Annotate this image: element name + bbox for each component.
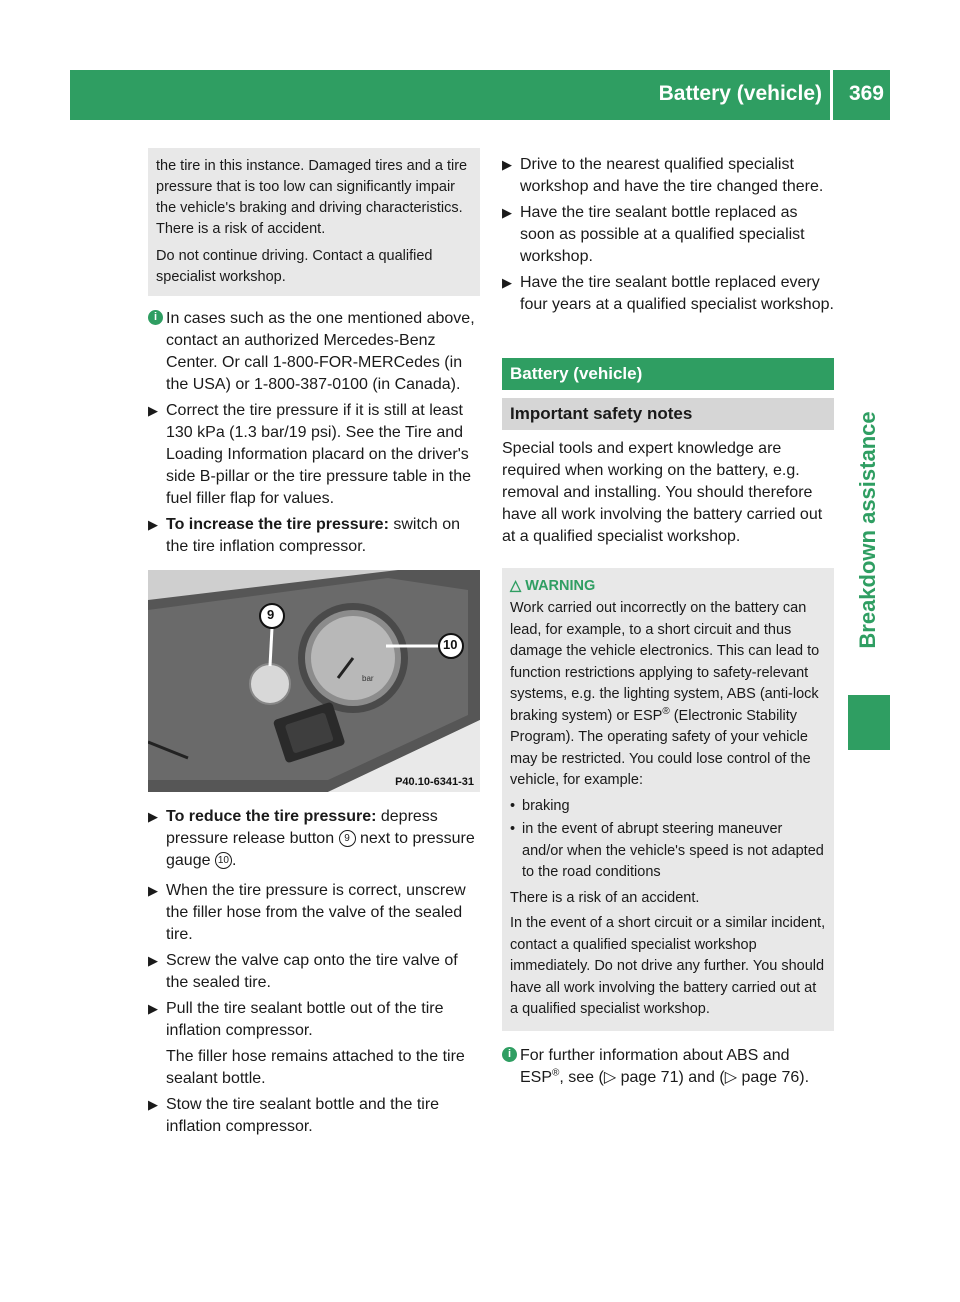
figure-id: P40.10-6341-31 [395,776,474,788]
registered-mark: ® [662,705,670,717]
instruction-step [502,202,834,268]
warning-text: There is a risk of an accident. [510,889,700,906]
side-tab [848,410,888,650]
bullet-item: • in the event of abrupt steering maneuver and/or when the vehicle's speed is not adapted to the road conditions [510,821,824,880]
warning-text: Do not continue driving. Contact a qualified specialist workshop. [156,248,433,285]
step-text: When the tire pressure is correct, unscrew the filler hose from the valve of the sealed tire. [166,882,466,943]
step-arrow-icon: ▶ [148,809,158,824]
instruction-step [148,514,480,558]
instruction-step [148,400,480,510]
page-link[interactable]: page 76). [741,1068,810,1086]
right-column [502,148,834,1089]
step-text: Have the tire sealant bottle replaced as soon as possible at a qualified specialist workshop. [520,204,805,265]
page-link[interactable]: page 71) and ( [620,1068,725,1086]
warning-text: In the event of a short circuit or a similar incident, contact a qualified specialist workshop immediately. Do not drive any further. You should have all work involving the battery carried out at a qualified specialist workshop. [510,915,826,1017]
step-arrow-icon: ▶ [502,157,512,172]
registered-mark: ® [552,1067,560,1079]
bullet-item: • braking [510,797,570,814]
callout-10: 10 [443,637,458,652]
info-text-part: For further information about ABS and ESP [520,1046,790,1086]
instruction-step [148,880,480,946]
left-column [148,148,480,1138]
warning-box-continued [148,148,480,296]
header-title: Battery (vehicle) [658,82,822,105]
step-rest: switch on the tire inflation compressor. [166,516,461,555]
page-ref-arrow-icon: ▷ [603,1068,617,1086]
step-text: Have the tire sealant bottle replaced every four years at a qualified specialist workshop. [520,274,834,313]
info-text: In cases such as the one mentioned above, contact an authorized Mercedes-Benz Center. Or call 1-800-FOR-MERCedes (in the USA) or 1-800-387-0100 (in Canada). [166,310,475,393]
step-arrow-icon: ▶ [148,1097,158,1112]
intro-paragraph: Special tools and expert knowledge are required when working on the battery, e.g. removal and installing. You should therefore have all work involving the battery carried out at a qualified specialist workshop. [502,440,823,545]
step-text: Pull the tire sealant bottle out of the tire inflation compressor. [166,1000,444,1039]
info-icon: i [148,310,163,325]
step-arrow-icon: ▶ [148,517,158,532]
step-rest: next to pressure gauge [166,830,475,869]
gauge-unit-label: bar [362,674,374,683]
step-rest: . [231,852,237,869]
warning-box [502,568,834,1031]
step-text: Correct the tire pressure if it is still at least 130 kPa (1.3 bar/19 psi). See the Tire and Loading Information placard on the driver's side B-pillar or the tire pressure table in the fuel filler flap for values. [166,402,472,507]
warning-text-part: (Electronic Stability Program). The operating safety of your vehicle may be restricted. You could lose control of the vehicle, for example: [510,707,811,788]
step-arrow-icon: ▶ [148,403,158,418]
bullet-text: in the event of abrupt steering maneuver and/or when the vehicle's speed is not adapted to the road conditions [522,821,824,880]
compressor-figure [148,570,480,792]
ref-9: 9 [339,830,356,847]
warning-title: WARNING [525,578,596,594]
bullet-text: braking [522,797,570,814]
info-note [502,1045,834,1089]
step-arrow-icon: ▶ [148,1001,158,1016]
step-arrow-icon: ▶ [148,883,158,898]
instruction-step [148,806,480,872]
step-text: Drive to the nearest qualified specialist workshop and have the tire changed there. [520,156,824,195]
step-rest: depress pressure release button [166,808,438,847]
step-arrow-icon: ▶ [502,205,512,220]
step-arrow-icon: ▶ [148,953,158,968]
warning-text: the tire in this instance. Damaged tires and a tire pressure that is too low can significantly impair the vehicle's braking and driving characteristics. There is a risk of accident. [156,158,468,237]
warning-triangle-icon: △ [510,578,522,594]
step-bold-label: To reduce the tire pressure: [166,808,377,825]
page-number: 369 [848,82,884,105]
side-tab-marker [848,695,890,750]
page-ref-arrow-icon: ▷ [724,1068,738,1086]
ref-10: 10 [215,852,232,869]
header-divider [830,70,833,120]
section-heading: Battery (vehicle) [502,358,834,390]
info-icon: i [502,1047,517,1062]
instruction-step [148,1094,480,1138]
callout-9: 9 [267,607,275,622]
warning-text-part: Work carried out incorrectly on the battery can lead, for example, to a short circuit and thus damage the vehicle electronics. This can lead to function restrictions applying to safety-relevant systems, e.g. the lighting system, ABS (anti-lock braking system) or ESP [510,600,820,724]
subsection-heading: Important safety notes [502,398,834,430]
step-text: Screw the valve cap onto the tire valve of the sealed tire. [166,952,458,991]
step-note: The filler hose remains attached to the tire sealant bottle. [166,1048,465,1087]
warning-heading [510,578,826,594]
step-text: Stow the tire sealant bottle and the tire inflation compressor. [166,1096,440,1135]
page-header-bar [70,70,890,120]
step-text [166,806,480,872]
step-text [166,514,480,558]
instruction-step [502,272,834,316]
info-text-part: , see ( [559,1068,604,1086]
step-bold-label: To increase the tire pressure: [166,516,389,533]
warning-text [510,598,826,792]
info-text [520,1045,834,1089]
instruction-step [502,154,834,198]
step-arrow-icon: ▶ [502,275,512,290]
instruction-step [148,998,480,1090]
side-tab-label: Breakdown assistance [855,411,880,649]
compressor-illustration [148,570,480,792]
instruction-step [148,950,480,994]
info-note [148,308,480,396]
